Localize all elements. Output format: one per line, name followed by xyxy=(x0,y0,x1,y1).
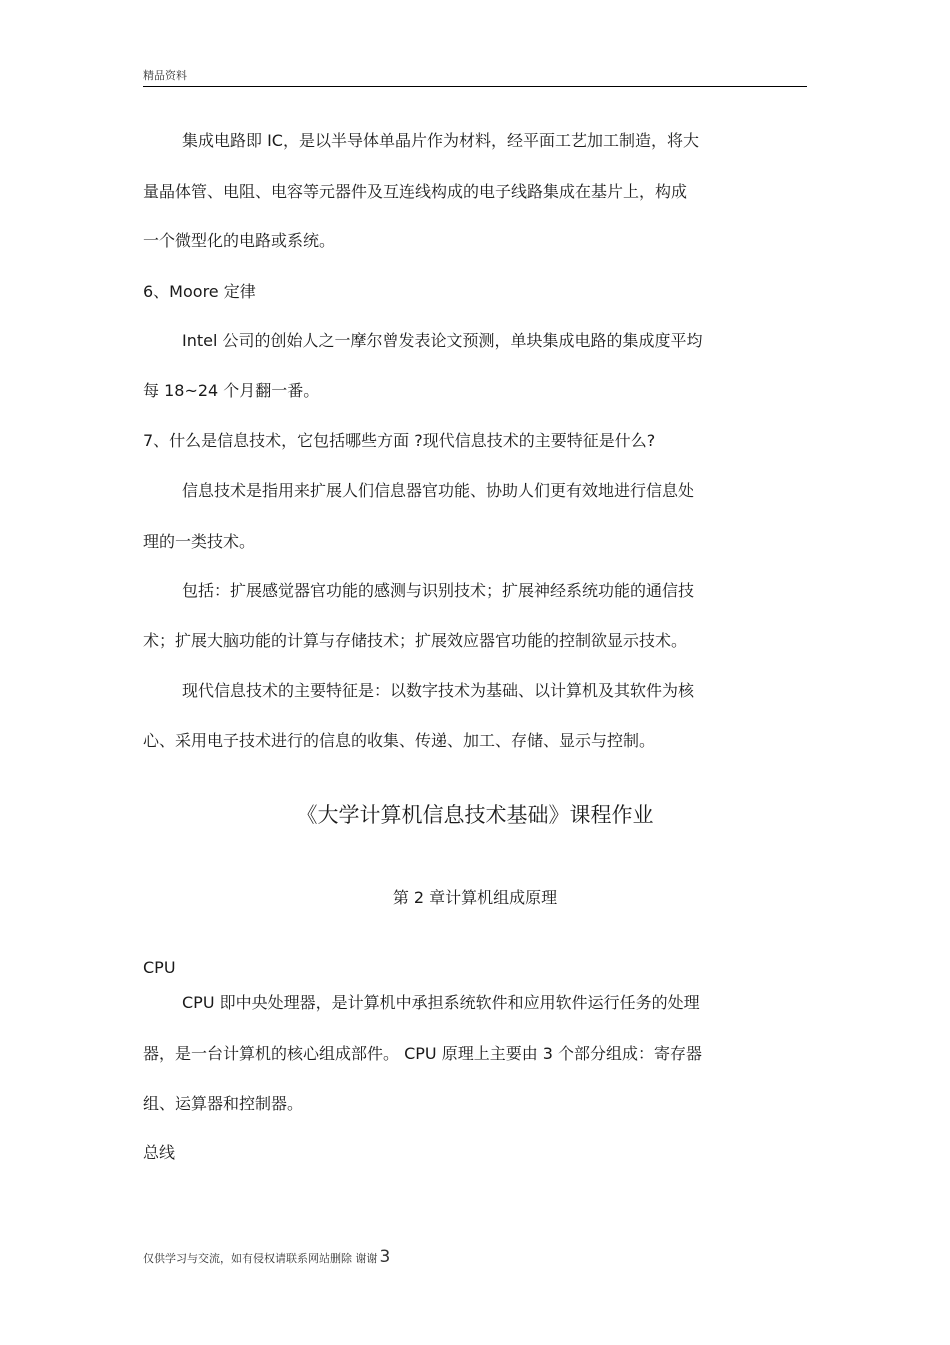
course-title: 《大学计算机信息技术基础》课程作业 xyxy=(296,803,654,827)
paragraph-moore-line-1: Intel 公司的创始人之一摩尔曾发表论文预测，单块集成电路的集成度平均 xyxy=(182,331,703,350)
paragraph-ic-line-1: 集成电路即 IC，是以半导体单晶片作为材料，经平面工艺加工制造，将大 xyxy=(182,131,699,150)
question-6-heading: 6、Moore 定律 xyxy=(143,282,256,301)
chapter-title: 第 2 章计算机组成原理 xyxy=(392,888,558,907)
paragraph-moore-line-2: 每 18~24 个月翻一番。 xyxy=(143,381,320,400)
header-label: 精品资料 xyxy=(143,69,187,82)
paragraph-cpu-line-3: 组、运算器和控制器。 xyxy=(143,1094,304,1113)
paragraph-it-features-line-2: 心、采用电子技术进行的信息的收集、传递、加工、存储、显示与控制。 xyxy=(143,731,656,750)
header-divider xyxy=(143,86,807,87)
paragraph-it-def-line-1: 信息技术是指用来扩展人们信息器官功能、协助人们更有效地进行信息处 xyxy=(182,481,695,500)
paragraph-cpu-line-2: 器，是一台计算机的核心组成部件。 CPU 原理上主要由 3 个部分组成：寄存器 xyxy=(143,1044,703,1063)
paragraph-cpu-line-1: CPU 即中央处理器，是计算机中承担系统软件和应用软件运行任务的处理 xyxy=(182,993,700,1012)
paragraph-it-scope-line-2: 术；扩展大脑功能的计算与存储技术；扩展效应器官功能的控制欲显示技术。 xyxy=(143,631,688,650)
page-number: 3 xyxy=(379,1247,391,1267)
paragraph-ic-line-2: 量晶体管、电阻、电容等元器件及互连线构成的电子线路集成在基片上，构成 xyxy=(143,182,688,201)
question-7-heading: 7、什么是信息技术，它包括哪些方面 ?现代信息技术的主要特征是什么? xyxy=(143,431,656,450)
paragraph-it-features-line-1: 现代信息技术的主要特征是：以数字技术为基础、以计算机及其软件为核 xyxy=(182,681,695,700)
paragraph-it-scope-line-1: 包括：扩展感觉器官功能的感测与识别技术；扩展神经系统功能的通信技 xyxy=(182,581,695,600)
page-footer xyxy=(143,1249,390,1267)
paragraph-it-def-line-2: 理的一类技术。 xyxy=(143,532,256,551)
paragraph-ic-line-3: 一个微型化的电路或系统。 xyxy=(143,231,336,250)
cpu-heading: CPU xyxy=(143,958,176,977)
footer-disclaimer: 仅供学习与交流，如有侵权请联系网站删除 谢谢 xyxy=(143,1252,378,1265)
bus-heading: 总线 xyxy=(143,1143,176,1162)
